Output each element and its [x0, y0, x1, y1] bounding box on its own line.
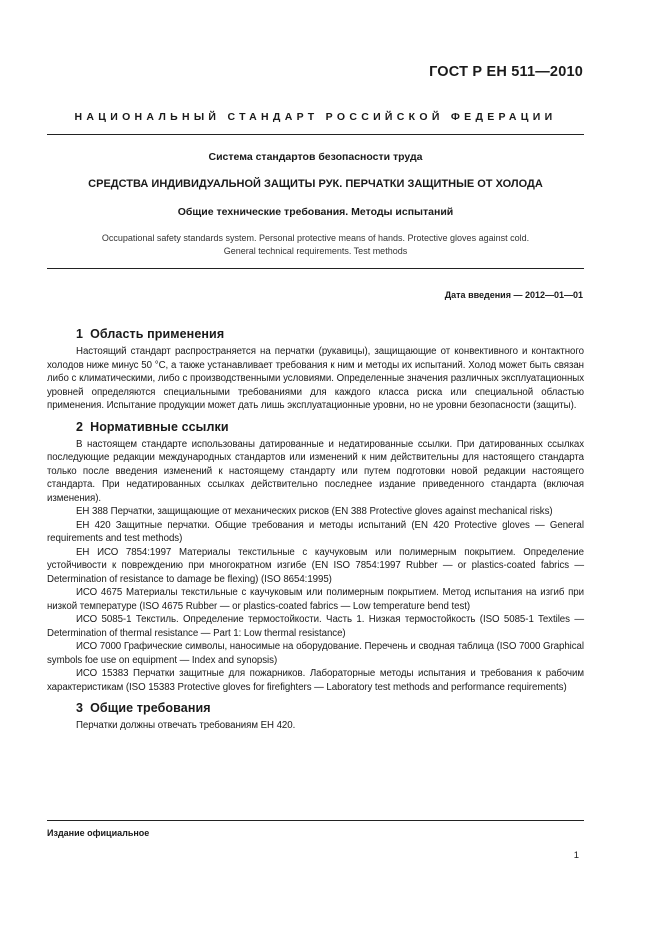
paragraph: Перчатки должны отвечать требованиям ЕН 420. [76, 720, 296, 731]
paragraph: Настоящий стандарт распространяется на перчатки (рукавицы), защищающие от конвективного и контактного холодов ниже минус 50 °С, а также устанавливает требования к ним и методы их испытаний. Холод может быть связан либо с климатическими, либо с производственными условиями. Определенные значения различных эксплуатационных уровней определяются специальными требованиями для каждого класса риска или специальной областью применения. Испытание продукции может дать лишь эксплуатационные уровни, но не уровни безопасности (защиты). [47, 346, 584, 411]
document-subtitle: Общие технические требования. Методы испытаний [177, 206, 454, 218]
english-title [47, 232, 584, 258]
reference-iso-5085-1: ИСО 5085-1 Текстиль. Определение термостойкости. Часть 1. Низкая термостойкость (ISO 5085-1 Textiles — Determination of thermal resistance — Part 1: Low thermal resistance) [47, 614, 584, 639]
english-title-line-2: General technical requirements. Test methods [223, 246, 408, 256]
paragraph: В настоящем стандарте использованы датированные и недатированные ссылки. При датированных ссылках последующие редакции международных стандартов или изменений к ним действительны для настоящего стандарта только после введения изменений к настоящему стандарту или путем подготовки новой редакции настоящего стандарта. При недатированных ссылках действительно последнее издание приведенного стандарта (включая изменения). [47, 438, 584, 504]
document-body [47, 327, 584, 740]
standards-series: Система стандартов безопасности труда [208, 151, 423, 163]
header-divider [47, 134, 584, 135]
section-heading [76, 420, 584, 434]
english-title-line-1: Occupational safety standards system. Personal protective means of hands. Protective gloves against cold. [101, 233, 530, 243]
footer-divider [47, 820, 584, 821]
reference-en-388: ЕН 388 Перчатки, защищающие от механических рисков (EN 388 Protective gloves against mechanical risks) [76, 506, 553, 517]
section-scope [47, 327, 584, 413]
reference-en-iso-7854: ЕН ИСО 7854:1997 Материалы текстильные с каучуковым или полимерным покрытием. Определение устойчивости к повреждению при многократном изгибе (EN ISO 7854:1997 Rubber — or plastics-coated fabrics — Determination of resistance to damage be flexing) (ISO 8654:1995) [47, 546, 584, 585]
section-number: 1 [76, 327, 84, 341]
reference-iso-15383: ИСО 15383 Перчатки защитные для пожарников. Лабораторные методы испытания и требования к рабочим характеристикам (ISO 15383 Protective gloves for firefighters — Laboratory test methods and performance requirements) [47, 668, 584, 693]
section-number: 3 [76, 701, 84, 715]
reference-en-420: ЕН 420 Защитные перчатки. Общие требования и методы испытаний (EN 420 Protective gloves — General requirements and test methods) [47, 519, 584, 544]
introduction-date: Дата введения — 2012—01—01 [444, 290, 583, 300]
standard-number: ГОСТ Р ЕН 511—2010 [429, 64, 583, 80]
section-title: Общие требования [90, 701, 211, 715]
document-title: СРЕДСТВА ИНДИВИДУАЛЬНОЙ ЗАЩИТЫ РУК. ПЕРЧАТКИ ЗАЩИТНЫЕ ОТ ХОЛОДА [88, 178, 543, 190]
title-divider [47, 268, 584, 269]
edition-note: Издание официальное [47, 828, 150, 838]
national-standard-banner: НАЦИОНАЛЬНЫЙ СТАНДАРТ РОССИЙСКОЙ ФЕДЕРАЦИИ [74, 111, 557, 123]
section-number: 2 [76, 419, 84, 434]
reference-iso-4675: ИСО 4675 Материалы текстильные с каучуковым или полимерным покрытием. Метод испытания на изгиб при низкой температуре (ISO 4675 Rubber — or plastics-coated fabrics — Low temperature bend test) [47, 587, 584, 612]
section-general-requirements [47, 701, 584, 733]
section-heading [76, 701, 584, 715]
section-title: Область применения [90, 327, 225, 341]
reference-iso-7000: ИСО 7000 Графические символы, наносимые на оборудование. Перечень и сводная таблица (ISO 7000 Graphical symbols foe use on equipment — Index and synopsis) [47, 641, 584, 666]
section-title: Нормативные ссылки [90, 419, 229, 434]
page-number: 1 [573, 850, 579, 861]
section-heading [76, 327, 584, 341]
section-normative-references [47, 420, 584, 695]
